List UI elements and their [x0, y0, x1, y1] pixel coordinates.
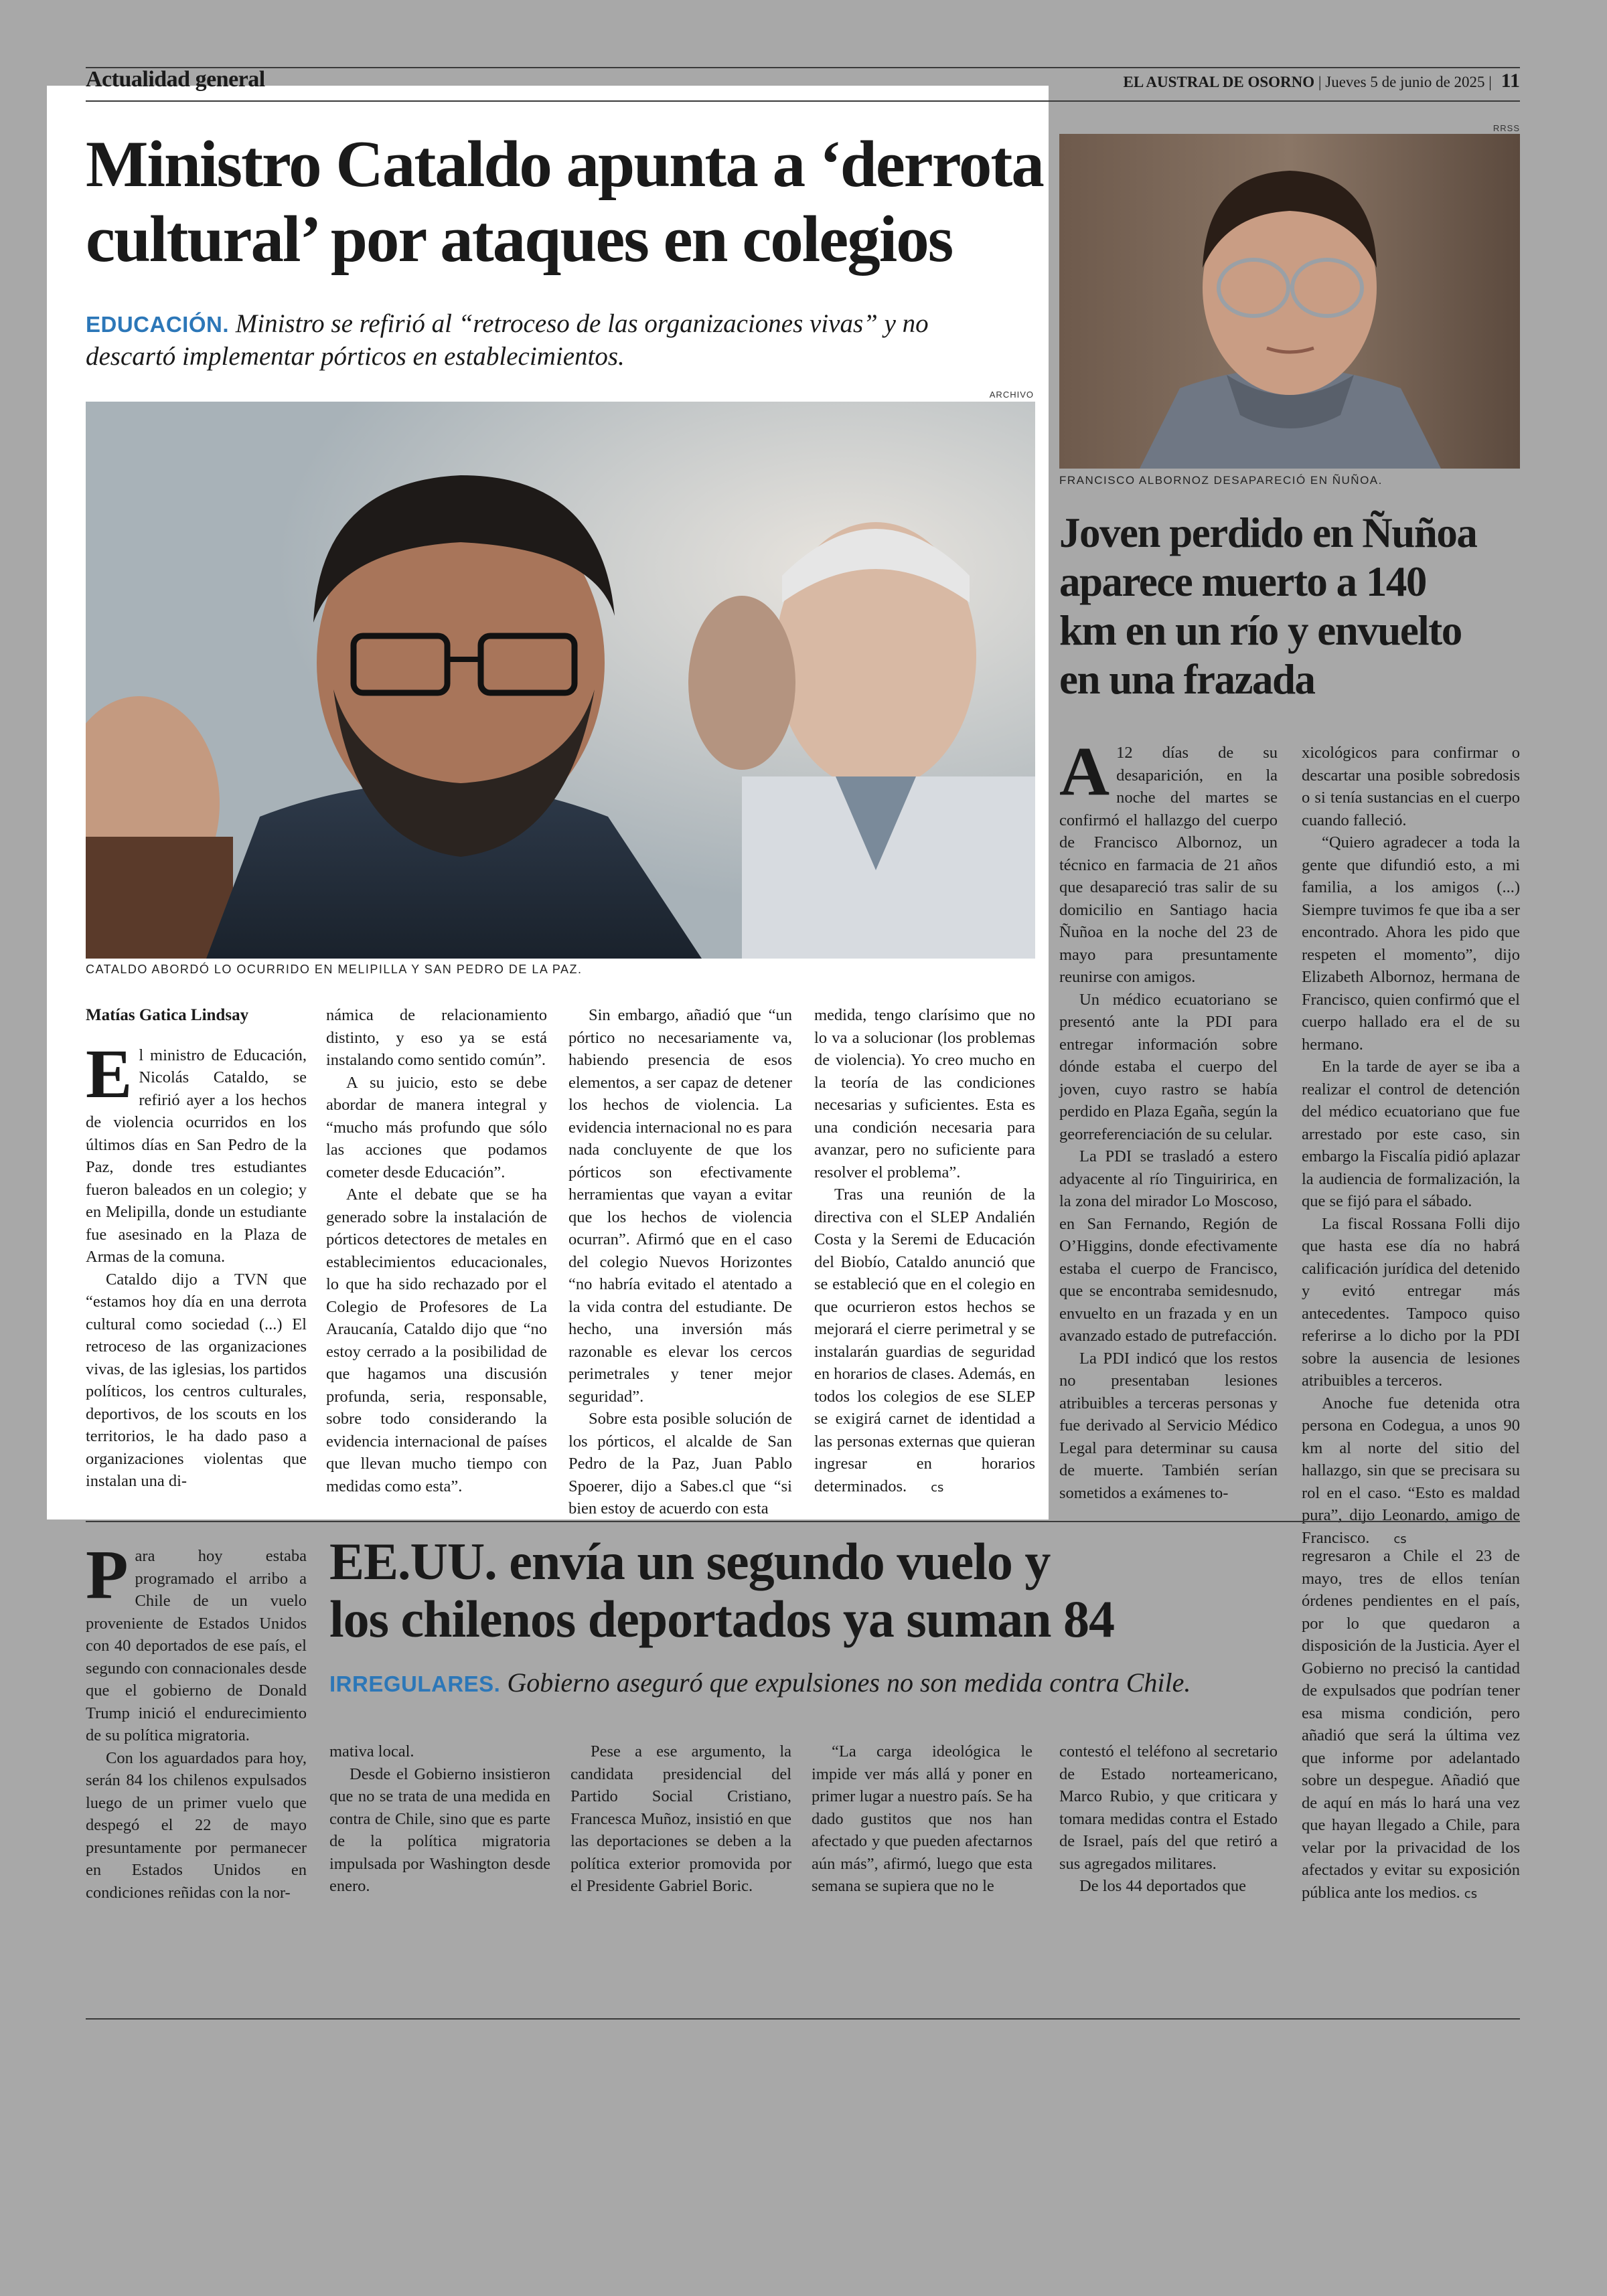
side-photo	[1059, 134, 1520, 469]
bottom-col2-para1: mativa local.	[329, 1742, 414, 1760]
main-col4-para1: medida, tengo clarísimo que no lo va a solucionar (los problemas de violencia). Yo creo mucho en la teoría de las condiciones necesarias y suficientes. Esta es una condición necesaria para avanzar, pero no suficiente para resolver el problema”.	[814, 1006, 1035, 1181]
main-col4-para2: Tras una reunión de la directiva con el SLEP Andalién Costa y la Seremi de Educación del Biobío, Cataldo anunció que se estableció que en el colegio en que ocurrieron estos hechos se mejorará el cierre perimetral y se instalarán guardias de seguridad en horarios de clases. Además, en todos los colegios de ese SLEP se exigirá carnet de identidad a las personas externas que quieran ingresar en horarios determinados. cs	[814, 1183, 1035, 1499]
bottom-article-top-rule	[86, 1521, 1520, 1522]
bottom-kicker: IRREGULARES.	[329, 1671, 501, 1696]
main-article-col1	[86, 1004, 307, 1493]
side-headline-line3: km en un río y envuelto	[1059, 607, 1462, 654]
bottom-col1-para2: Con los aguardados para hoy, serán 84 los chilenos expulsados luego de un primer vuelo que despegó el 22 de mayo presuntamente por permanecer en Estados Unidos en condiciones reñidas con la nor-	[86, 1748, 307, 1902]
bottom-col2-para2: Desde el Gobierno insistieron que no se trata de una medida en contra de Chile, sino que es parte de la política migratoria impulsada por Washington desde enero.	[329, 1765, 550, 1895]
side-col1-para1: A 12 días de su desaparición, en la noche del martes se confirmó el hallazgo del cuerpo de Francisco Albornoz, un técnico en farmacia de 21 años que desapareció tras salir de su domicilio en Santiago hacia Ñuñoa en la noche del 23 de mayo para presuntamente reunirse con amigos.	[1059, 733, 1278, 986]
main-article-col3	[568, 1004, 792, 1520]
side-col2-para5: Anoche fue detenida otra persona en Codegua, a unos 90 km al norte del sitio del hallazgo, sin que se precisara su rol en el caso. “Esto es maldad pura”, dijo Leonardo, amigo de Francisco. cs	[1302, 1392, 1520, 1551]
main-col2-para2: A su juicio, esto se debe abordar de manera integral y “mucho más profundo que sólo las acciones que podamos cometer desde Educación”.	[326, 1073, 547, 1181]
main-col2-para1: námica de relacionamiento distinto, y eso ya se está instalando como sentido común”.	[326, 1006, 547, 1069]
bottom-article-col2	[329, 1740, 550, 1898]
bottom-dropcap: P	[86, 1536, 129, 1613]
main-col3-para1: Sin embargo, añadió que “un pórtico no necesariamente va, habiendo presencia de esos elementos, a ser capaz de detener los hechos de violencia. La evidencia internacional no es para nada concluyente de que los pórticos son efectivamente herramientas que vayan a evitar que los hechos de violencia ocurran”. Afirmó que en el caso del colegio Nuevos Horizontes “no habría evitado el atentado a la vida contra del estudiante. De hecho, una inversión más razonable es elevar los cercos perimetrales y tener mejor seguridad”.	[568, 1006, 792, 1406]
page-number: 11	[1501, 70, 1520, 92]
side-col1-para2: Un médico ecuatoriano se presentó ante la PDI para entregar información sobre dónde estaba el cuerpo del joven, cuyo rastro se había perdido en Plaza Egaña, según la georreferenciación de su celular.	[1059, 990, 1278, 1143]
main-headline-line2: cultural’ por ataques en colegios	[86, 203, 953, 276]
main-photo-credit: ARCHIVO	[989, 390, 1034, 400]
main-article-col2	[326, 1004, 547, 1497]
bottom-article-col1	[86, 1536, 307, 1904]
bottom-headline	[329, 1533, 1280, 1648]
main-photo	[86, 402, 1035, 959]
bottom-headline-line1: EE.UU. envía un segundo vuelo y	[329, 1532, 1051, 1590]
side-photo-credit: RRSS	[1493, 123, 1520, 133]
main-deck-line2: descartó implementar pórticos en establecimientos.	[86, 342, 625, 371]
header-bottom-rule	[86, 100, 1520, 102]
bottom-col5-para1: contestó el teléfono al secretario de Estado norteamericano, Marco Rubio, y que criticara y tomara medidas contra el Estado de Israel, país del que retiró a sus agregados militares.	[1059, 1742, 1278, 1873]
bottom-deck	[329, 1667, 1280, 1700]
page-bottom-rule	[86, 2018, 1520, 2020]
section-label: Actualidad general	[86, 67, 265, 92]
main-article-col4	[814, 1004, 1035, 1499]
bottom-article-col5	[1059, 1740, 1278, 1898]
main-col1-para2: Cataldo dijo a TVN que “estamos hoy día en una derrota cultural como sociedad (...) El retroceso de las organizaciones vivas, de las iglesias, los partidos políticos, los centros culturales, deportivos, de los scouts en los territorios, le ha dado paso a organizaciones violentas que instalan una di-	[86, 1270, 307, 1490]
header-top-rule	[86, 67, 1520, 68]
main-dropcap: E	[86, 1035, 133, 1113]
bottom-article-col3	[570, 1740, 791, 1898]
bottom-col4-para1: “La carga ideológica le impide ver más allá y poner en primer lugar a nuestro país. Se ha dado gustitos que nos han afectado y que pueden afectarnos aún más”, afirmó, luego que esta semana se supiera que no le	[812, 1742, 1032, 1895]
side-col2-para3: En la tarde de ayer se iba a realizar el control de detención del médico ecuatoriano que fue arrestado por este caso, sin embargo la Fiscalía pidió aplazar la audiencia de formalización, la que se fijó para el sábado.	[1302, 1058, 1520, 1210]
side-col2-para1: xicológicos para confirmar o descartar una posible sobredosis o si tenía sustancias en el cuerpo cuando falleció.	[1302, 744, 1520, 829]
bottom-col3-para1: Pese a ese argumento, la candidata presidencial del Partido Social Cristiano, Francesca Muñoz, insistió en que las deportaciones se deben a la política exterior promovida por el Presidente Gabriel Boric.	[570, 1742, 791, 1895]
side-col1-para3: La PDI se trasladó a estero adyacente al río Tinguiririca, en la zona del mirador Lo Moscoso, en San Fernando, Región de O’Higgins, donde efectivamente estaba el cuerpo de Francisco, que se encontraba semidesnudo, envuelto en un frazada y en un avanzado estado de putrefacción.	[1059, 1147, 1278, 1345]
bottom-col6-para1: regresaron a Chile el 23 de mayo, tres de ellos tenían órdenes pendientes en el país, por lo que quedaron a disposición de la Justicia. Ayer el Gobierno no precisó la cantidad de expulsados que podrían tener esa misma condición, pero añadió que será la última vez que informe por adelantado sobre un despegue. Añadió que de aquí en más lo hará una vez que hayan llegado a Chile, para velar por la privacidad de los afectados y evitar su exposición pública ante los medios. cs	[1302, 1545, 1520, 1905]
end-mark-icon: cs	[1464, 1886, 1478, 1901]
side-col2-para2: “Quiero agradecer a toda la gente que difundió esto, a mi familia, a los amigos (...) Siempre tuvimos fe que iba a ser encontrado. Ahora les pido que respeten el momento”, dijo Elizabeth Albornoz, hermana de Francisco, quien confirmó que el cuerpo hallado era el de su hermano.	[1302, 833, 1520, 1054]
main-headline	[86, 127, 1050, 277]
end-mark-icon: cs	[931, 1480, 944, 1495]
side-article-col2	[1302, 742, 1520, 1550]
side-headline-line1: Joven perdido en Ñuñoa	[1059, 509, 1477, 556]
main-deck-line1: Ministro se refirió al “retroceso de las organizaciones vivas” y no	[235, 309, 929, 338]
main-photo-illustration	[86, 402, 1035, 959]
main-headline-line1: Ministro Cataldo apunta a ‘derrota	[86, 128, 1043, 201]
bottom-headline-line2: los chilenos deportados ya suman 84	[329, 1590, 1115, 1648]
bottom-article-col4	[812, 1740, 1032, 1898]
main-col2-para3: Ante el debate que se ha generado sobre la instalación de pórticos detectores de metales en establecimientos educacionales, lo que ha sido rechazado por el Colegio de Profesores de La Araucanía, Cataldo dijo que “no estoy cerrado a la posibilidad de que hagamos una discusión profunda, seria, responsable, sobre todo considerando la evidencia internacional de países que llevan mucho tiempo con medidas como esta”.	[326, 1185, 547, 1495]
side-headline-line2: aparece muerto a 140	[1059, 558, 1426, 605]
bottom-article-col6	[1302, 1545, 1520, 1905]
side-dropcap: A	[1059, 733, 1110, 810]
masthead: EL AUSTRAL DE OSORNO | Jueves 5 de junio de 2025 | 11	[1123, 70, 1520, 92]
bottom-deck-text: Gobierno aseguró que expulsiones no son medida contra Chile.	[507, 1667, 1191, 1698]
main-kicker: EDUCACIÓN.	[86, 312, 230, 337]
newspaper-name: EL AUSTRAL DE OSORNO	[1123, 74, 1315, 90]
side-col1-para4: La PDI indicó que los restos no presentaban lesiones atribuibles a terceras personas y fue derivado al Servicio Médico Legal para determinar su causa de muerte. También serían sometidos a exámenes to-	[1059, 1349, 1278, 1502]
main-deck	[86, 308, 1037, 373]
side-article-col1	[1059, 733, 1278, 1504]
bottom-col1-para1: Para hoy estaba programado el arribo a Chile de un vuelo proveniente de Estados Unidos con 40 deportados de ese país, el segundo con connacionales desde que el gobierno de Donald Trump inició el endurecimiento de su política migratoria.	[86, 1536, 307, 1744]
main-col1-para1: El ministro de Educación, Nicolás Cataldo, se refirió ayer a los hechos de violencia ocurridos en los últimos días en San Pedro de la Paz, donde tres estudiantes fueron baleados en un colegio; y en Melipilla, donde un estudiante fue asesinado en la Plaza de Armas de la comuna.	[86, 1035, 307, 1266]
side-photo-illustration	[1059, 134, 1520, 469]
side-headline	[1059, 509, 1528, 704]
side-col2-para4: La fiscal Rossana Folli dijo que hasta ese día no habrá calificación jurídica del detenido y evitó entregar más antecedentes. Tampoco quiso referirse a lo dicho por la PDI sobre la ausencia de lesiones atribuibles a terceros.	[1302, 1214, 1520, 1390]
main-col3-para2: Sobre esta posible solución de los pórticos, el alcalde de San Pedro de la Paz, Juan Pablo Spoerer, dijo a Sabes.cl que “si bien estoy de acuerdo con esta	[568, 1410, 792, 1518]
main-byline: Matías Gatica Lindsay	[86, 1006, 249, 1024]
issue-date: Jueves 5 de junio de 2025	[1325, 74, 1485, 90]
side-photo-caption: FRANCISCO ALBORNOZ DESAPARECIÓ EN ÑUÑOA.	[1059, 474, 1383, 487]
bottom-col5-para2: De los 44 deportados que	[1079, 1877, 1247, 1895]
end-mark-icon: cs	[1393, 1532, 1407, 1546]
main-photo-caption: CATALDO ABORDÓ LO OCURRIDO EN MELIPILLA Y SAN PEDRO DE LA PAZ.	[86, 963, 583, 976]
side-headline-line4: en una frazada	[1059, 656, 1315, 703]
